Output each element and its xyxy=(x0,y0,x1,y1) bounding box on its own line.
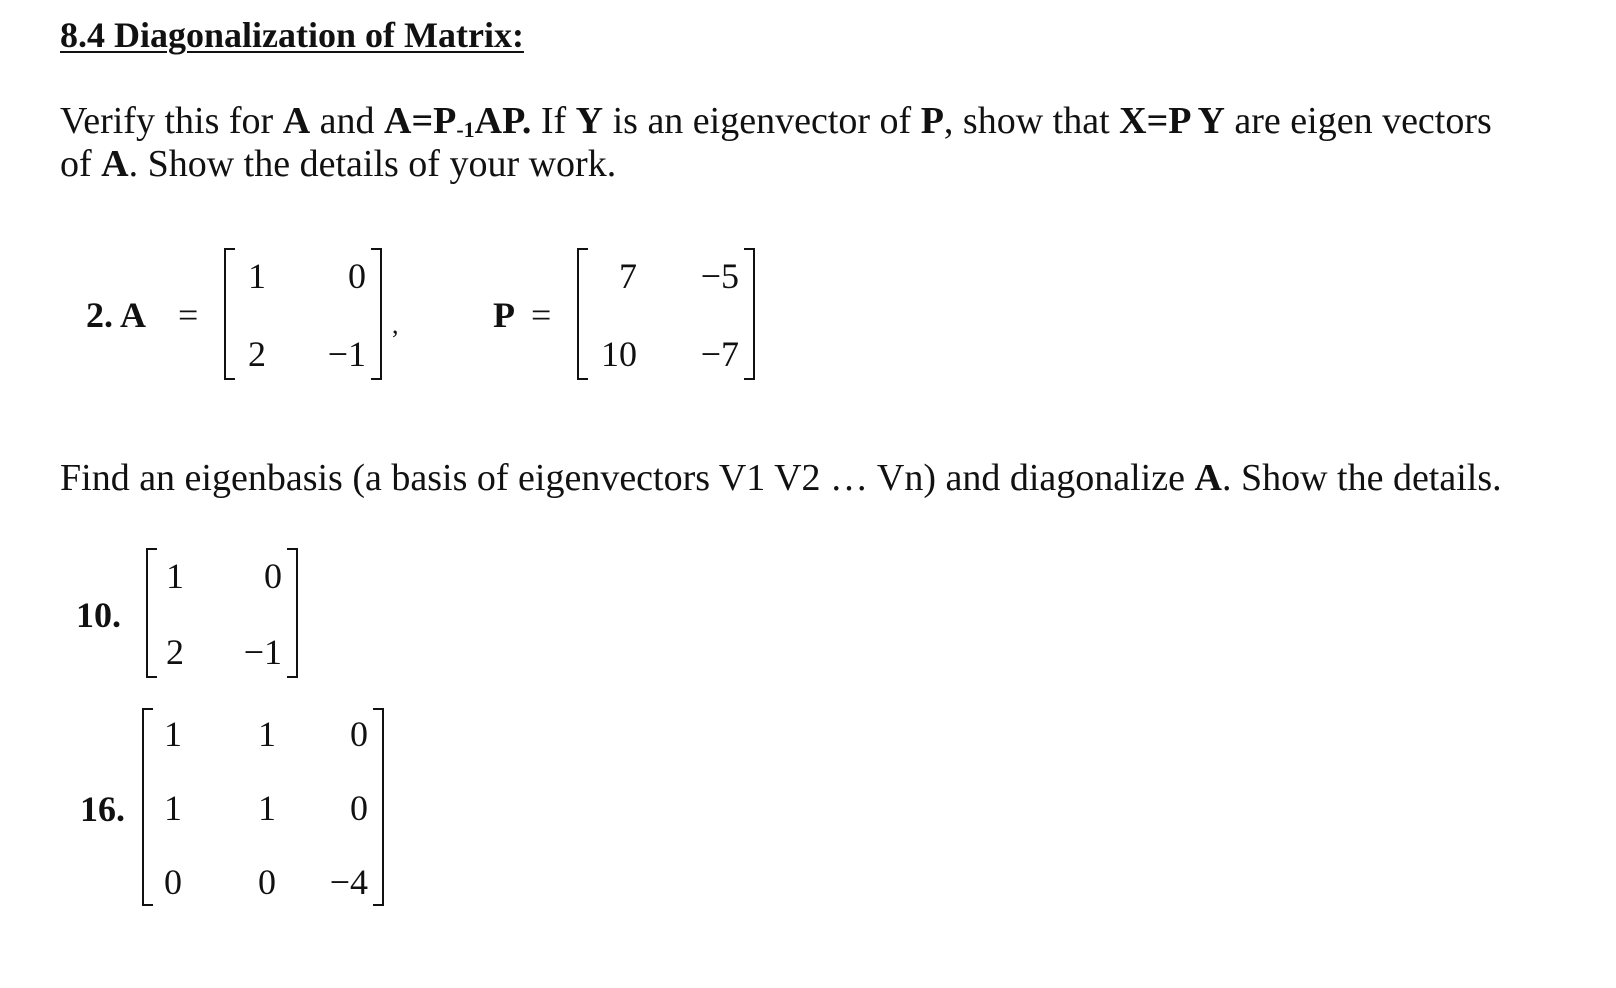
right-bracket xyxy=(744,248,755,380)
matrix-p-cell-1-0: 10 xyxy=(601,334,637,374)
matrix-a-cell-0-1: 0 xyxy=(348,256,366,296)
left-bracket xyxy=(142,708,153,906)
matrix-16-cell-0-2: 0 xyxy=(350,714,368,754)
problem-2-equals: = xyxy=(178,295,199,335)
matrix-a-cell-0-0: 1 xyxy=(248,256,266,296)
matrix-16 xyxy=(142,708,384,906)
matrix-p xyxy=(577,248,755,380)
eigenbasis-prompt: Find an eigenbasis (a basis of eigenvectors V1 V2 … Vn) and diagonalize A. Show the details. xyxy=(60,457,1502,499)
matrix-p-cell-0-1: −5 xyxy=(700,256,739,296)
matrix-10-cell-0-0: 1 xyxy=(166,556,184,596)
problem-10-label: 10. xyxy=(76,595,121,635)
p-equals: = xyxy=(531,295,552,335)
intro-line-2: of A. Show the details of your work. xyxy=(60,143,617,185)
left-bracket xyxy=(146,548,157,678)
matrix-16-cell-1-1: 1 xyxy=(258,788,276,828)
right-bracket xyxy=(287,548,298,678)
matrix-10-cell-1-1: −1 xyxy=(243,632,282,672)
matrix-16-cell-1-0: 1 xyxy=(164,788,182,828)
matrix-16-cell-0-1: 1 xyxy=(258,714,276,754)
matrix-a-cell-1-0: 2 xyxy=(248,334,266,374)
problem-2-label: 2. A xyxy=(86,295,147,335)
left-bracket xyxy=(224,248,235,380)
right-bracket xyxy=(373,708,384,906)
matrix-a-cell-1-1: −1 xyxy=(327,334,366,374)
matrix-10 xyxy=(146,548,298,678)
matrix-16-cell-0-0: 1 xyxy=(164,714,182,754)
p-label: P xyxy=(493,295,515,335)
intro-line-1: Verify this for A and $A=P_{-1}AP$. If Y is an eigenvector of P, show that X=P Y are eigen vectors xyxy=(60,100,1492,142)
comma: , xyxy=(392,310,399,339)
section-heading: 8.4 Diagonalization of Matrix: xyxy=(60,15,524,55)
problem-16-label: 16. xyxy=(80,789,125,829)
matrix-p-cell-1-1: −7 xyxy=(700,334,739,374)
left-bracket xyxy=(577,248,588,380)
matrix-10-cell-1-0: 2 xyxy=(166,632,184,672)
matrix-a xyxy=(224,248,382,380)
matrix-p-cell-0-0: 7 xyxy=(619,256,637,296)
matrix-16-cell-1-2: 0 xyxy=(350,788,368,828)
matrix-16-cell-2-1: 0 xyxy=(258,862,276,902)
right-bracket xyxy=(371,248,382,380)
matrix-16-cell-2-2: −4 xyxy=(329,862,368,902)
matrix-16-cell-2-0: 0 xyxy=(164,862,182,902)
matrix-10-cell-0-1: 0 xyxy=(264,556,282,596)
